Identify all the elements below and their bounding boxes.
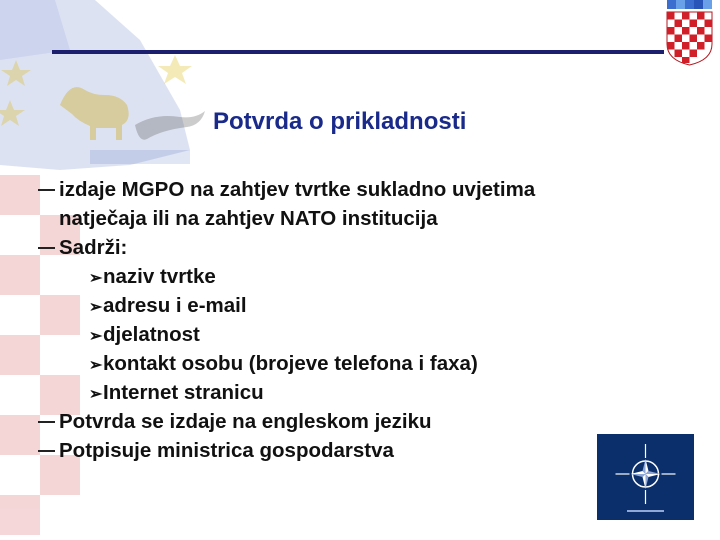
arrow-bullet-icon: ➢ bbox=[89, 328, 103, 345]
title-rule bbox=[52, 50, 664, 54]
bullet-item: Potvrda se izdaje na engleskom jeziku bbox=[38, 407, 678, 436]
nato-emblem-icon bbox=[597, 434, 694, 520]
arrow-bullet-icon: ➢ bbox=[89, 357, 103, 374]
slide-title: Potvrda o prikladnosti bbox=[213, 108, 467, 135]
arrow-bullet-icon: ➢ bbox=[89, 386, 103, 403]
sub-bullet-item: ➢naziv tvrtke bbox=[38, 262, 678, 291]
sub-bullet-item: ➢adresu i e-mail bbox=[38, 291, 678, 320]
bullet-item: Sadrži: bbox=[38, 233, 678, 262]
bullet-item: izdaje MGPO na zahtjev tvrtke sukladno uvjetima bbox=[38, 175, 678, 204]
dash-bullet-icon bbox=[38, 247, 55, 249]
dash-bullet-icon bbox=[38, 450, 55, 452]
bullet-list bbox=[38, 175, 678, 465]
dash-bullet-icon bbox=[38, 189, 55, 191]
arrow-bullet-icon: ➢ bbox=[89, 299, 103, 316]
arrow-bullet-icon: ➢ bbox=[89, 270, 103, 287]
sub-bullet-item: ➢djelatnost bbox=[38, 320, 678, 349]
sub-bullet-item: ➢Internet stranicu bbox=[38, 378, 678, 407]
sub-bullet-item: ➢kontakt osobu (brojeve telefona i faxa) bbox=[38, 349, 678, 378]
dash-bullet-icon bbox=[38, 421, 55, 423]
bullet-item: Potpisuje ministrica gospodarstva bbox=[38, 436, 678, 465]
bullet-continuation: natječaja ili na zahtjev NATO institucija bbox=[59, 207, 438, 230]
croatian-coat-of-arms-icon bbox=[663, 0, 715, 66]
